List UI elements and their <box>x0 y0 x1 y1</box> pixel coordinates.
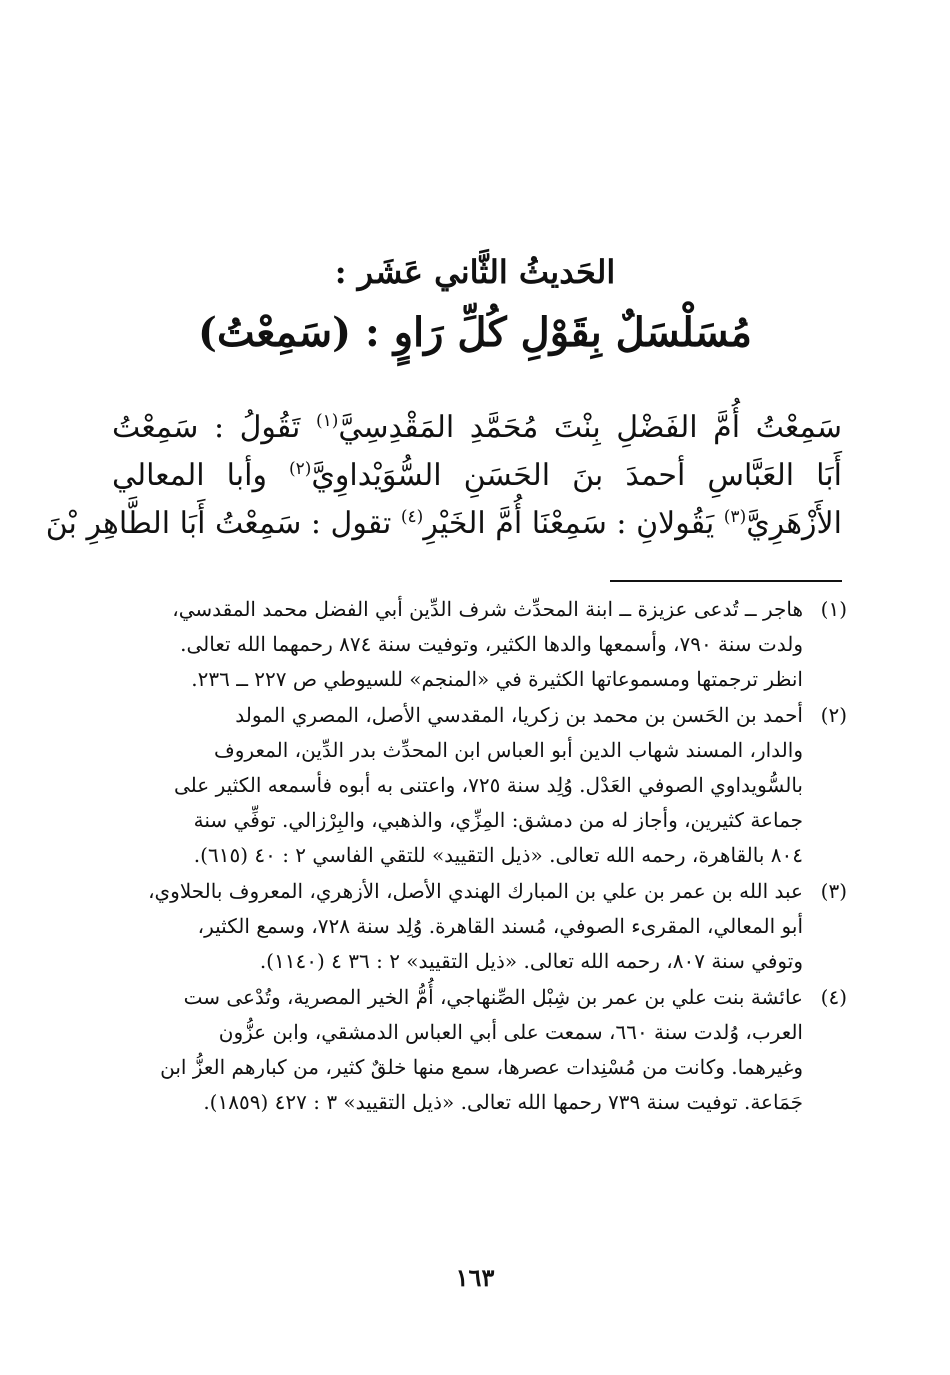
footnote-body <box>112 874 803 979</box>
footnote-ref-3: (٣) <box>723 507 747 527</box>
footnote-2 <box>112 698 847 873</box>
footnote-line: عائشة بنت علي بن عمر بن شِبْل الصِّنهاجي، أُمُّ الخير المصرية، وتُدْعى ست <box>183 985 803 1009</box>
footnote-number: (٤) <box>820 985 847 1009</box>
page-number: ١٦٣ <box>455 1263 495 1292</box>
main-line-2 <box>112 452 842 500</box>
footnote-ref-4: (٤) <box>400 507 424 527</box>
footnote-line: ولدت سنة ٧٩٠، وأسمعها والدها الكثير، وتوفيت سنة ٨٧٤ رحمهما الله تعالى. <box>180 632 803 656</box>
footnote-line: جَمَاعة. توفيت سنة ٧٣٩ رحمها الله تعالى. «ذيل التقييد» ٣ : ٤٢٧ (١٨٥٩). <box>203 1090 803 1114</box>
footnote-line: عبد الله بن عمر بن علي بن المبارك الهندي الأصل، الأزهري، المعروف بالحلاوي، <box>148 879 803 903</box>
main-line-1-text-b: تَقُولُ : سَمِعْتُ <box>112 410 316 445</box>
footnote-line: انظر ترجمتها ومسموعاتها الكثيرة في «المنجم» للسيوطي ص ٢٢٧ ــ ٢٣٦. <box>191 667 803 691</box>
footnote-number: (٢) <box>820 703 847 727</box>
footnote-number: (١) <box>820 597 847 621</box>
heading-line-2: مُسَلْسَلٌ بِقَوْلِ كُلِّ رَاوٍ : (سَمِعْتُ) <box>198 309 752 356</box>
hadith-heading <box>0 248 950 366</box>
main-line-3-text-a: الأَزْهَرِيَّ <box>746 506 842 541</box>
footnote-line: وتوفي سنة ٨٠٧، رحمه الله تعالى. «ذيل التقييد» ٢ : ٣٦ ٤ (١١٤٠). <box>259 949 803 973</box>
footnote-line: بالسُّويداوي الصوفي العَدْل. وُلِد سنة ٧٢٥، واعتنى به أبوه فأسمعه الكثير على <box>174 773 803 797</box>
footnote-4 <box>112 980 847 1120</box>
footnote-line: وغيرهما. وكانت من مُسْنِدات عصرها، سمع منها خلقٌ كثير، من كبارهم العزُّ ابن <box>160 1055 803 1079</box>
footnote-1 <box>112 592 847 697</box>
footnote-line: هاجر ــ تُدعى عزيزة ــ ابنة المحدِّث شرف الدِّين أبي الفضل محمد المقدسي، <box>172 597 803 621</box>
main-text <box>45 404 842 548</box>
footnote-line: أبو المعالي، المقرىء الصوفي، مُسند القاهرة. وُلِد سنة ٧٢٨، وسمع الكثير، <box>197 914 803 938</box>
footnote-body <box>112 592 803 697</box>
footnote-line: والدار، المسند شهاب الدين أبو العباس ابن المحدِّث بدر الدِّين، المعروف <box>214 738 803 762</box>
footnote-body <box>112 980 803 1120</box>
main-line-2-text-b: وأبا المعالي <box>112 458 289 493</box>
footnote-line: العرب، وُلدت سنة ٦٦٠، سمعت على أبي العباس الدمشقي، وابن عزُّون <box>218 1020 803 1044</box>
footnote-ref-2: (٢) <box>289 459 312 479</box>
main-line-1-text-a: سَمِعْتُ أُمَّ الفَضْلِ بِنْتَ مُحَمَّدِ المَقْدِسِيَّ <box>338 410 842 445</box>
footnote-body <box>112 698 803 873</box>
footnote-divider <box>610 580 842 582</box>
main-line-3 <box>45 500 842 548</box>
main-line-3-text-c: تقول : سَمِعْتُ أَبَا الطَّاهِرِ بْنَ <box>45 506 401 541</box>
footnote-3 <box>112 874 847 979</box>
footnote-line: جماعة كثيرين، وأجاز له من دمشق: المِزِّي، والذهبي، والبِرْزالي. توفِّي سنة <box>193 808 803 832</box>
main-line-1 <box>112 404 842 452</box>
footnote-ref-1: (١) <box>315 411 339 431</box>
footnote-number: (٣) <box>820 879 847 903</box>
main-line-2-text-a: أَبَا العَبَّاسِ أحمدَ بنَ الحَسَنِ السُّوَيْداوِيَّ <box>311 458 842 493</box>
footnote-line: أحمد بن الحَسن بن محمد بن زكريا، المقدسي الأصل، المصري المولد <box>235 703 803 727</box>
footnotes <box>112 592 847 1121</box>
main-line-3-text-b: يَقُولانِ : سَمِعْنَا أُمَّ الخَيْرِ <box>423 506 724 541</box>
footnote-line: ٨٠٤ بالقاهرة، رحمه الله تعالى. «ذيل التقييد» للتقي الفاسي ٢ : ٤٠ (٦١٥). <box>193 843 803 867</box>
heading-line-1: الحَديثُ الثَّاني عَشَر : <box>334 253 616 291</box>
